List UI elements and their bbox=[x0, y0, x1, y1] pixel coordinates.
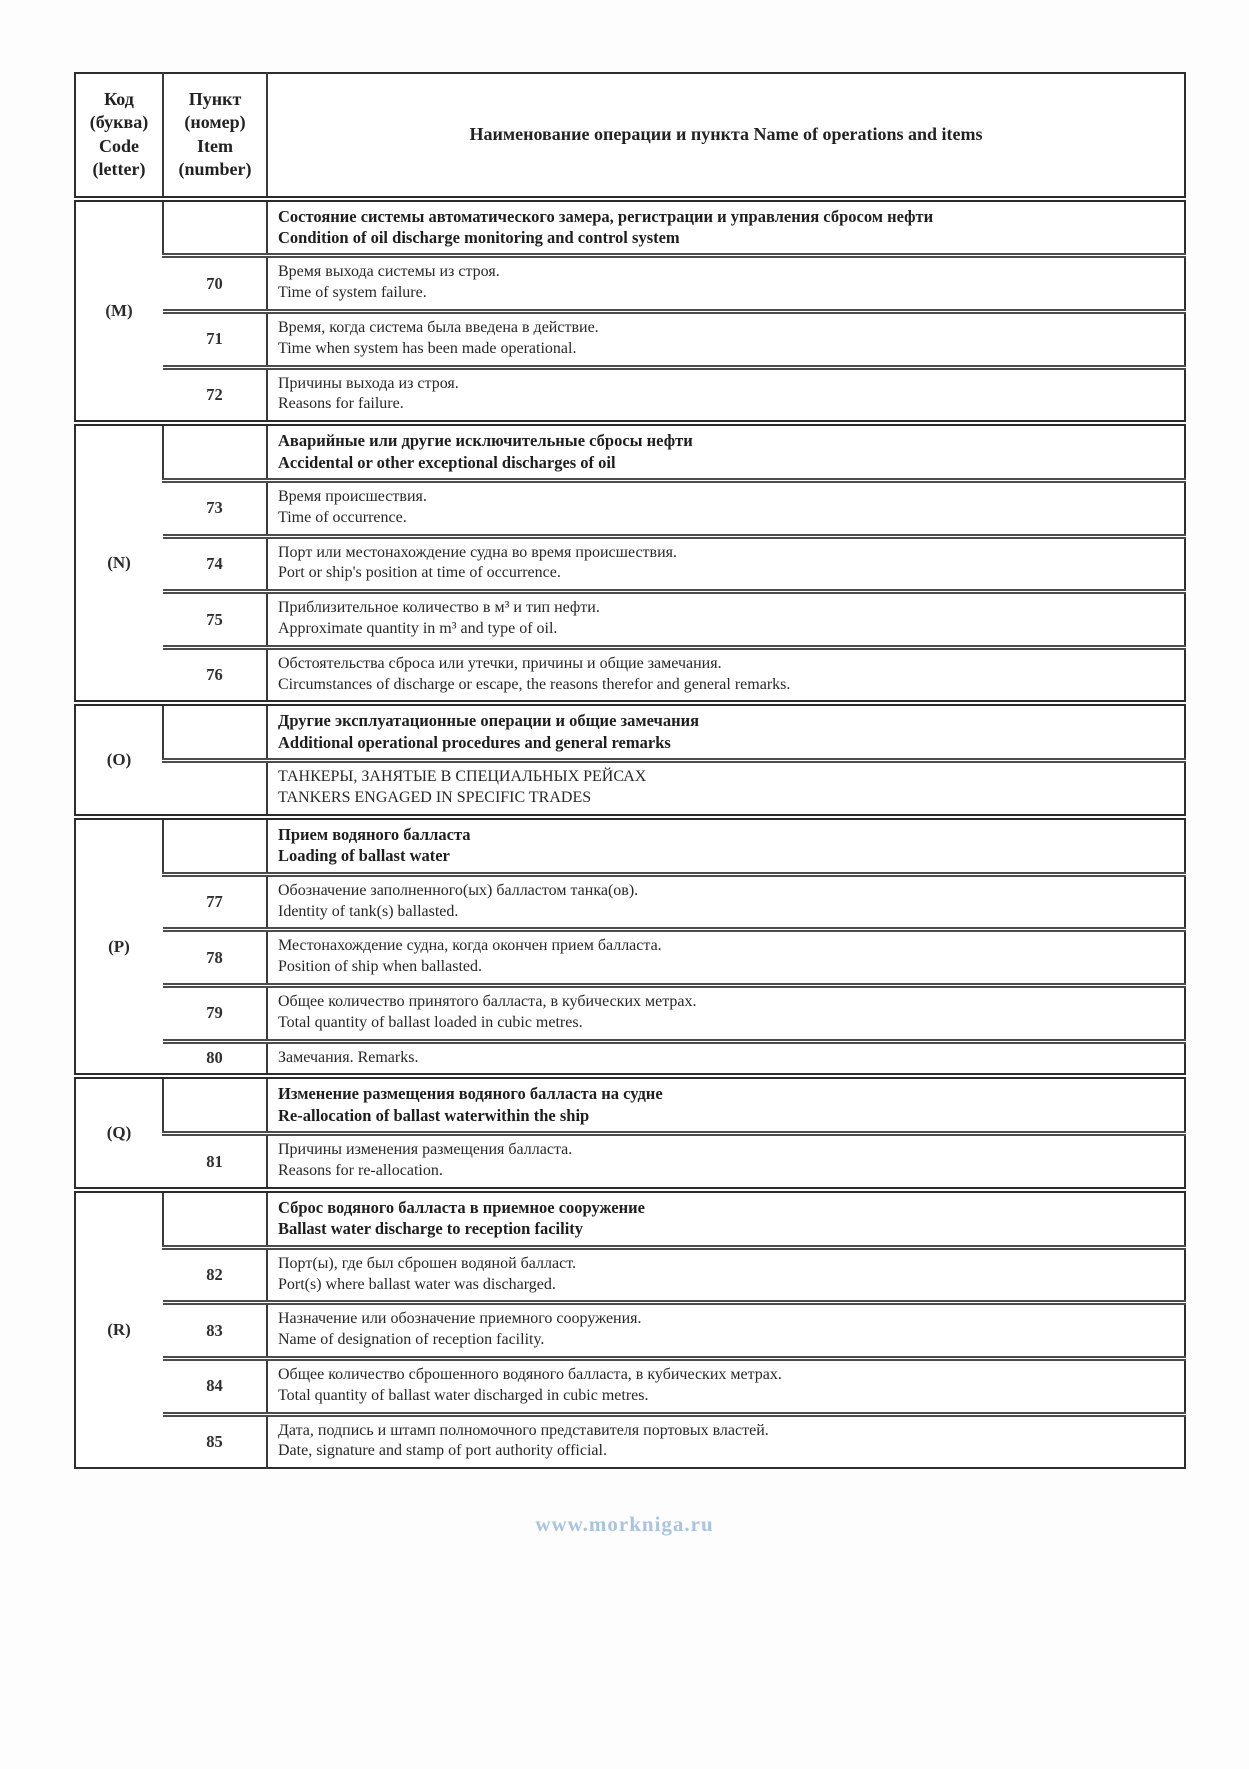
table-row bbox=[75, 647, 1185, 703]
operation-cell bbox=[267, 1358, 1185, 1414]
section-code-label: (Q) bbox=[75, 1076, 163, 1189]
item-number: 73 bbox=[163, 481, 267, 537]
operation-en: Time of system failure. bbox=[278, 284, 427, 302]
operation-en: Name of designation of reception facility. bbox=[278, 1331, 545, 1349]
header-code-line: Код bbox=[104, 89, 134, 109]
table-row bbox=[75, 367, 1185, 423]
item-number: 82 bbox=[163, 1247, 267, 1303]
table-row bbox=[75, 256, 1185, 312]
operation-ru: Назначение или обозначение приемного сооружения. bbox=[278, 1310, 642, 1328]
section-title-en: Re-allocation of ballast waterwithin the ship bbox=[278, 1105, 590, 1125]
item-number: 75 bbox=[163, 592, 267, 648]
section-code-label: (R) bbox=[75, 1190, 163, 1468]
section-title-ru: Сброс водяного балласта в приемное сооружение bbox=[278, 1197, 645, 1217]
section-title-row bbox=[75, 1076, 1185, 1133]
header-code-line: (letter) bbox=[92, 159, 146, 180]
section-title-row bbox=[75, 1190, 1185, 1247]
operation-ru: ТАНКЕРЫ, ЗАНЯТЫЕ В СПЕЦИАЛЬНЫХ РЕЙСАХ bbox=[278, 768, 647, 786]
operation-cell bbox=[267, 1414, 1185, 1468]
section-N bbox=[75, 423, 1185, 703]
section-Q bbox=[75, 1076, 1185, 1189]
section-O bbox=[75, 703, 1185, 816]
section-title-ru: Аварийные или другие исключительные сбросы нефти bbox=[278, 431, 693, 451]
section-P bbox=[75, 817, 1185, 1076]
item-number-cell bbox=[163, 1076, 267, 1133]
section-title-ru: Прием водяного балласта bbox=[278, 824, 471, 844]
table-row bbox=[75, 312, 1185, 368]
operation-cell bbox=[267, 761, 1185, 817]
header-code-line: Code bbox=[99, 135, 139, 156]
operation-ru: Местонахождение судна, когда окончен прием балласта. bbox=[278, 937, 662, 955]
operation-en: Time of occurrence. bbox=[278, 508, 407, 526]
operation-cell bbox=[267, 592, 1185, 648]
section-title-ru: Состояние системы автоматического замера, регистрации и управления сбросом нефти bbox=[278, 206, 934, 226]
operation-en: Identity of tank(s) ballasted. bbox=[278, 902, 459, 920]
operation-ru: Причины выхода из строя. bbox=[278, 374, 459, 392]
operation-en: Reasons for failure. bbox=[278, 395, 404, 413]
section-title-cell bbox=[267, 199, 1185, 256]
operation-ru: Причины изменения размещения балласта. bbox=[278, 1141, 573, 1159]
item-number: 81 bbox=[163, 1134, 267, 1190]
operation-cell bbox=[267, 312, 1185, 368]
section-title-cell bbox=[267, 1076, 1185, 1133]
table-row bbox=[75, 1358, 1185, 1414]
operation-ru: Общее количество принятого балласта, в кубических метрах. bbox=[278, 993, 697, 1010]
section-title-en: Condition of oil discharge monitoring and control system bbox=[278, 228, 680, 247]
section-title-row bbox=[75, 423, 1185, 480]
operation-cell bbox=[267, 1041, 1185, 1076]
item-number-cell bbox=[163, 199, 267, 256]
table-row bbox=[75, 592, 1185, 648]
header-item-line: (номер) bbox=[184, 112, 246, 133]
operation-en: Reasons for re-allocation. bbox=[278, 1162, 443, 1180]
header-code-line: (буква) bbox=[89, 112, 149, 133]
operation-ru: Время происшествия. bbox=[278, 488, 427, 506]
item-number: 80 bbox=[163, 1041, 267, 1076]
section-title-ru: Изменение размещения водяного балласта на судне bbox=[278, 1084, 663, 1104]
table-row bbox=[75, 481, 1185, 537]
item-number: 78 bbox=[163, 930, 267, 986]
operation-en: Time when system has been made operational. bbox=[278, 339, 577, 357]
item-number: 76 bbox=[163, 647, 267, 703]
operation-en: Date, signature and stamp of port authority official. bbox=[278, 1442, 607, 1460]
section-title-row bbox=[75, 817, 1185, 874]
section-title-cell bbox=[267, 817, 1185, 874]
section-R bbox=[75, 1190, 1185, 1468]
operation-en: Port(s) where ballast water was discharged. bbox=[278, 1275, 556, 1293]
item-number: 70 bbox=[163, 256, 267, 312]
section-code-label: (M) bbox=[75, 199, 163, 424]
table-row bbox=[75, 1414, 1185, 1468]
table-row bbox=[75, 1303, 1185, 1359]
table-row bbox=[75, 1247, 1185, 1303]
item-number: 77 bbox=[163, 874, 267, 930]
section-title-cell bbox=[267, 703, 1185, 760]
operation-ru: Время, когда система была введена в действие. bbox=[278, 319, 599, 337]
header-name-column: Наименование операции и пункта Name of operations and items bbox=[267, 73, 1185, 199]
header-row bbox=[75, 73, 1185, 199]
operation-cell bbox=[267, 874, 1185, 930]
operation-cell bbox=[267, 536, 1185, 592]
section-title-row bbox=[75, 703, 1185, 760]
header-item-column bbox=[163, 73, 267, 199]
operation-cell bbox=[267, 930, 1185, 986]
operation-cell bbox=[267, 1247, 1185, 1303]
operation-cell bbox=[267, 1134, 1185, 1190]
operation-en: Total quantity of ballast water discharged in cubic metres. bbox=[278, 1386, 649, 1404]
operation-cell bbox=[267, 986, 1185, 1042]
section-title-ru: Другие эксплуатационные операции и общие замечания bbox=[278, 711, 700, 731]
item-number: 85 bbox=[163, 1414, 267, 1468]
section-title-en: Loading of ballast water bbox=[278, 846, 450, 866]
operation-ru: Общее количество сброшенного водяного балласта, в кубических метрах. bbox=[278, 1365, 782, 1383]
watermark: www.morkniga.ru bbox=[535, 1512, 714, 1536]
operation-cell bbox=[267, 256, 1185, 312]
section-title-en: Ballast water discharge to reception facility bbox=[278, 1219, 584, 1239]
header-item-line: Item bbox=[197, 135, 233, 156]
table-row bbox=[75, 761, 1185, 817]
section-code-label: (P) bbox=[75, 817, 163, 1076]
operation-ru: Порт(ы), где был сброшен водяной балласт. bbox=[278, 1254, 576, 1272]
header-item-line: (number) bbox=[178, 159, 252, 180]
item-number: 84 bbox=[163, 1358, 267, 1414]
item-number: 74 bbox=[163, 536, 267, 592]
operation-en: Circumstances of discharge or escape, the reasons therefor and general remarks. bbox=[278, 675, 791, 693]
section-M bbox=[75, 199, 1185, 424]
operation-ru: Обстоятельства сброса или утечки, причины и общие замечания. bbox=[278, 654, 722, 672]
operation-en: Total quantity of ballast loaded in cubic metres. bbox=[278, 1013, 583, 1031]
section-code-label: (N) bbox=[75, 423, 163, 703]
table-row bbox=[75, 986, 1185, 1042]
item-number: 83 bbox=[163, 1303, 267, 1359]
item-number: 71 bbox=[163, 312, 267, 368]
table-row bbox=[75, 536, 1185, 592]
operation-en: Port or ship's position at time of occurrence. bbox=[278, 564, 561, 582]
item-number-cell bbox=[163, 761, 267, 817]
section-code-label: (O) bbox=[75, 703, 163, 816]
operation-ru: Порт или местонахождение судна во время происшествия. bbox=[278, 543, 678, 561]
table-row bbox=[75, 874, 1185, 930]
table-row bbox=[75, 930, 1185, 986]
operation-cell bbox=[267, 481, 1185, 537]
item-number: 79 bbox=[163, 986, 267, 1042]
section-title-en: Additional operational procedures and general remarks bbox=[278, 732, 671, 752]
operation-ru: Время выхода системы из строя. bbox=[278, 263, 500, 281]
operation-ru: Дата, подпись и штамп полномочного представителя портовых властей. bbox=[278, 1421, 769, 1439]
operation-en: Approximate quantity in m³ and type of oil. bbox=[278, 620, 558, 638]
operation-en: Position of ship when ballasted. bbox=[278, 958, 482, 976]
item-number-cell bbox=[163, 423, 267, 480]
operation-ru: Обозначение заполненного(ых) балластом танка(ов). bbox=[278, 881, 639, 899]
operation-cell bbox=[267, 1303, 1185, 1359]
item-number: 72 bbox=[163, 367, 267, 423]
operation-en: TANKERS ENGAGED IN SPECIFIC TRADES bbox=[278, 789, 592, 807]
item-number-cell bbox=[163, 1190, 267, 1247]
section-title-en: Accidental or other exceptional discharges of oil bbox=[278, 452, 616, 472]
item-number-cell bbox=[163, 817, 267, 874]
table-row bbox=[75, 1041, 1185, 1076]
operation-ru: Замечания. Remarks. bbox=[278, 1048, 419, 1066]
operation-cell bbox=[267, 367, 1185, 423]
operations-table bbox=[74, 72, 1186, 1469]
item-number-cell bbox=[163, 703, 267, 760]
header-code-column bbox=[75, 73, 163, 199]
section-title-cell bbox=[267, 423, 1185, 480]
header-item-line: Пункт bbox=[188, 89, 242, 109]
section-title-row bbox=[75, 199, 1185, 256]
operation-cell bbox=[267, 647, 1185, 703]
table-row bbox=[75, 1134, 1185, 1190]
operation-ru: Приблизительное количество в м³ и тип нефти. bbox=[278, 599, 600, 617]
section-title-cell bbox=[267, 1190, 1185, 1247]
